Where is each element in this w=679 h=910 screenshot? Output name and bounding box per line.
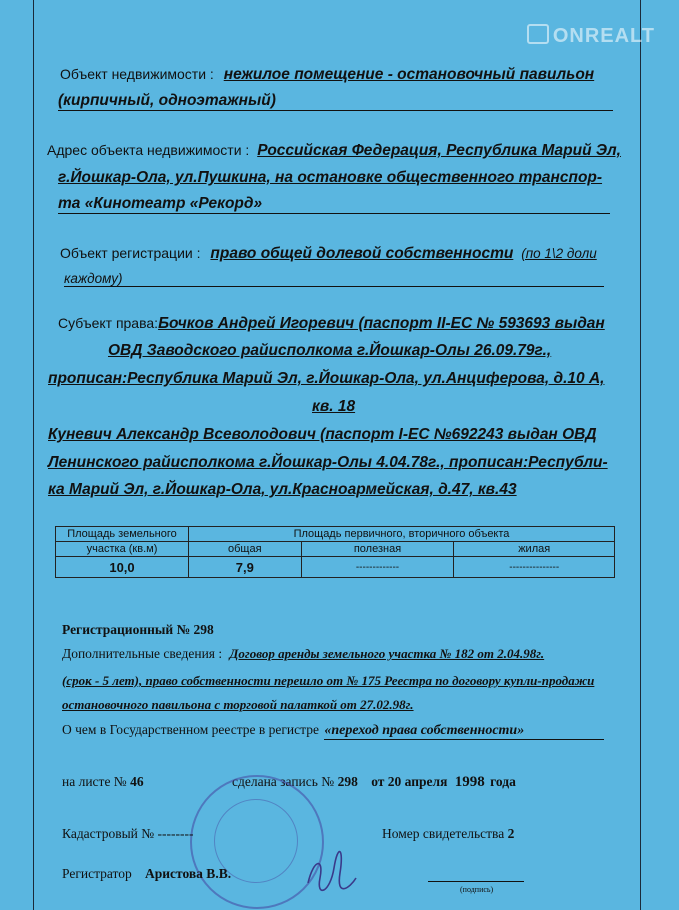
area-table xyxy=(55,526,615,578)
object-value: нежилое помещение - остановочный павильон xyxy=(223,66,595,83)
cadastral-number: Кадастровый № -------- xyxy=(62,826,194,841)
subject-row-4 xyxy=(312,398,355,416)
record-year: 1998 xyxy=(454,774,485,790)
object-area-header: Площадь первичного, вторичного объекта xyxy=(189,527,615,542)
record-label: сделана запись № xyxy=(232,774,335,789)
subject-row-2 xyxy=(108,342,551,360)
sheet-row xyxy=(62,774,144,790)
registration-object-note: (по 1\2 доли xyxy=(521,246,597,261)
record-year-suffix: года xyxy=(490,774,516,789)
additional-row xyxy=(62,646,544,662)
registrar-name: Аристова В.В. xyxy=(145,866,232,881)
subject-row-7 xyxy=(48,481,517,499)
additional-row-3 xyxy=(62,696,414,713)
subject-row-5 xyxy=(48,426,597,444)
object-label: Объект недвижимости : xyxy=(60,66,214,82)
address-line-3: та «Кинотеатр «Рекорд» xyxy=(58,195,263,212)
address-line-1: Российская Федерация, Республика Марий Эл, xyxy=(257,142,621,159)
additional-line-3: остановочного павильона с торговой палаткой от 27.02.98г. xyxy=(62,697,414,712)
additional-label: Дополнительные сведения : xyxy=(62,646,223,661)
subject-row-3 xyxy=(48,370,604,388)
address-row-2 xyxy=(58,169,602,187)
watermark-text: ONREALT xyxy=(552,25,655,47)
address-row xyxy=(47,142,621,160)
registration-object-row xyxy=(60,245,597,263)
sheet-number: 46 xyxy=(130,774,144,789)
object-value-2: (кирпичный, одноэтажный) xyxy=(58,92,276,109)
additional-row-2 xyxy=(62,672,594,689)
additional-line-1: Договор аренды земельного участка № 182 от 2.04.98г. xyxy=(229,646,545,661)
col-living-header: жилая xyxy=(454,542,615,557)
house-icon xyxy=(527,24,549,44)
land-header-2: участка (кв.м) xyxy=(56,542,189,557)
registration-object-note-2: каждому) xyxy=(64,271,123,286)
subject-line-6: Ленинского райисполкома г.Йошкар-Олы 4.04.78г., прописан:Республи- xyxy=(48,454,608,471)
signature-caption: (подпись) xyxy=(460,885,494,894)
land-header-1: Площадь земельного xyxy=(56,527,189,542)
signature-line xyxy=(428,881,524,882)
record-date: от 20 апреля xyxy=(371,774,448,789)
registry-value: «переход права собственности» xyxy=(324,723,604,740)
address-label: Адрес объекта недвижимости : xyxy=(47,142,250,158)
additional-line-2: (срок - 5 лет), право собственности перешло от № 175 Реестра по договору купли-продажи xyxy=(62,673,595,688)
subject-line-7: ка Марий Эл, г.Йошкар-Ола, ул.Красноармейская, д.47, кв.43 xyxy=(48,481,517,498)
subject-row xyxy=(58,315,605,333)
subject-line-3: прописан:Республика Марий Эл, г.Йошкар-Ола, ул.Анциферова, д.10 А, xyxy=(48,370,605,387)
object-row-2 xyxy=(58,92,613,111)
subject-line-4: кв. 18 xyxy=(312,398,356,415)
col-useful-header: полезная xyxy=(301,542,454,557)
watermark xyxy=(527,24,655,48)
subject-label: Субъект права: xyxy=(58,315,159,331)
object-row xyxy=(60,66,594,84)
registration-object-label: Объект регистрации : xyxy=(60,245,201,261)
land-area-value: 10,0 xyxy=(56,557,189,578)
address-line-2: г.Йошкар-Ола, ул.Пушкина, на остановке общественного транспор- xyxy=(58,169,603,186)
certificate-label: Номер свидетельства xyxy=(382,826,505,841)
col-total-header: общая xyxy=(189,542,302,557)
registry-label: О чем в Государственном реестре в регистре xyxy=(62,722,319,737)
subject-line-2: ОВД Заводского райисполкома г.Йошкар-Олы 26.09.79г., xyxy=(108,342,552,359)
registry-row xyxy=(62,722,604,740)
subject-line-5: Куневич Александр Всеволодович (паспорт I-ЕС №692243 выдан ОВД xyxy=(48,426,597,443)
record-number: 298 xyxy=(337,774,358,789)
total-area-value: 7,9 xyxy=(189,557,302,578)
address-row-3 xyxy=(58,195,610,214)
registration-object-row-2 xyxy=(64,270,604,287)
signature xyxy=(300,838,360,898)
useful-area-value: ------------- xyxy=(301,557,454,578)
subject-line-1: Бочков Андрей Игоревич (паспорт II-ЕС № 593693 выдан xyxy=(158,315,605,332)
subject-row-6 xyxy=(48,454,608,472)
certificate-number: 2 xyxy=(507,826,515,841)
certificate-row xyxy=(382,826,514,842)
registration-number: Регистрационный № 298 xyxy=(62,622,214,637)
registration-object-value: право общей долевой собственности xyxy=(210,245,514,262)
living-area-value: --------------- xyxy=(454,557,615,578)
sheet-label: на листе № xyxy=(62,774,127,789)
registrar-label: Регистратор xyxy=(62,866,132,881)
